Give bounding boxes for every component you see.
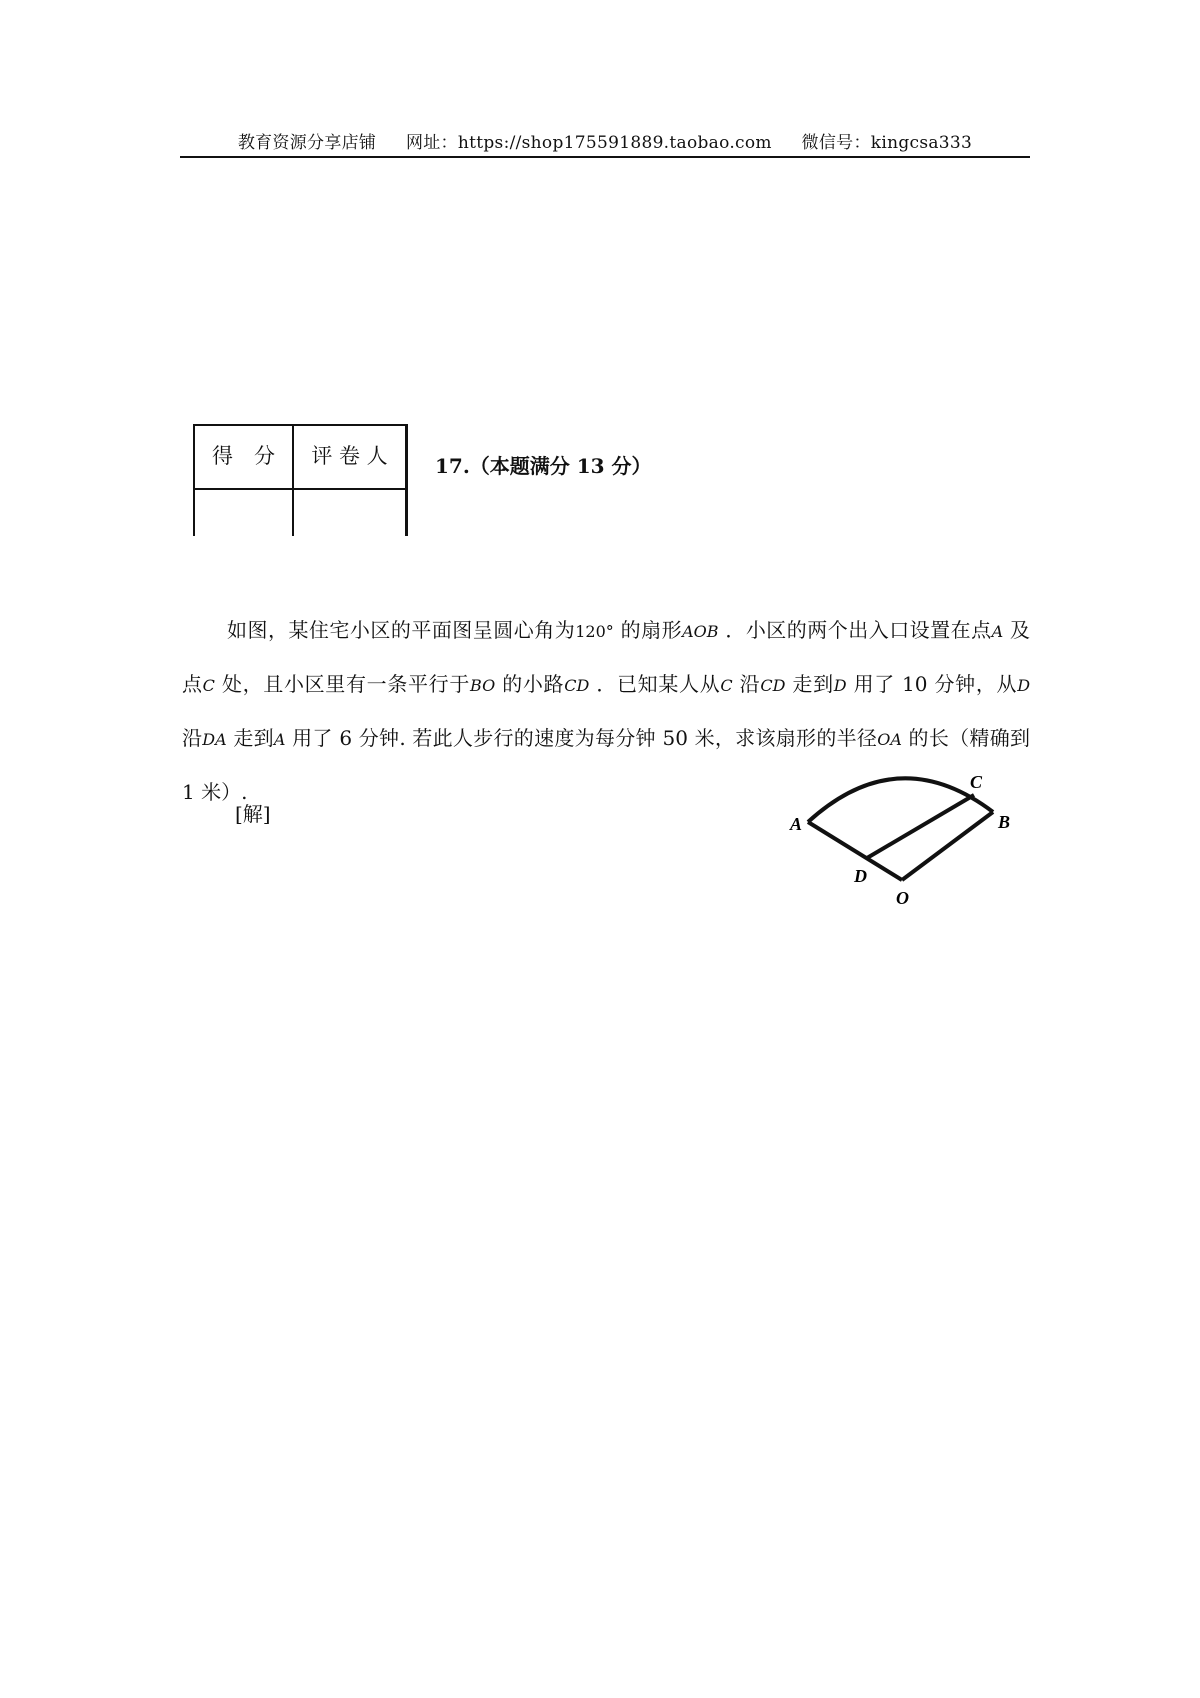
- score-table: [193, 424, 408, 536]
- sector-diagram: [780, 762, 1040, 912]
- header-rule: [180, 156, 1030, 158]
- solution-label: [解]: [235, 802, 271, 826]
- label-D: D: [854, 866, 867, 886]
- header-url: 网址：https://shop175591889.taobao.com: [405, 133, 772, 153]
- segment-CD: [867, 795, 974, 858]
- label-B: B: [998, 812, 1011, 832]
- question-title: 17.（本题满分 13 分）: [435, 454, 652, 478]
- grader-input-cell[interactable]: [294, 490, 405, 536]
- label-O: O: [896, 888, 909, 908]
- header-wechat: 微信号：kingcsa333: [801, 133, 973, 153]
- label-A: A: [790, 814, 803, 834]
- score-cell-label: 得 分: [212, 444, 275, 468]
- page-header: [180, 128, 1030, 153]
- score-input-cell[interactable]: [195, 490, 292, 536]
- grader-cell-label: 评 卷 人: [311, 444, 388, 468]
- question-paragraph: 如图，某住宅小区的平面图呈圆心角为120° 的扇形AOB ．小区的两个出入口设置在点A 及点C 处，且小区里有一条平行于BO 的小路CD ．已知某人从C 沿CD 走到D 用了 10 分钟，从D 沿DA 走到A 用了 6 分钟. 若此人步行的速度为每分钟 50 米，求该扇形的半径OA 的长（精确到 1 米）.: [182, 618, 1031, 804]
- label-C: C: [970, 772, 983, 792]
- segment-OB: [902, 812, 993, 880]
- sector-figure: [780, 762, 1040, 916]
- header-shop: 教育资源分享店铺: [237, 133, 377, 153]
